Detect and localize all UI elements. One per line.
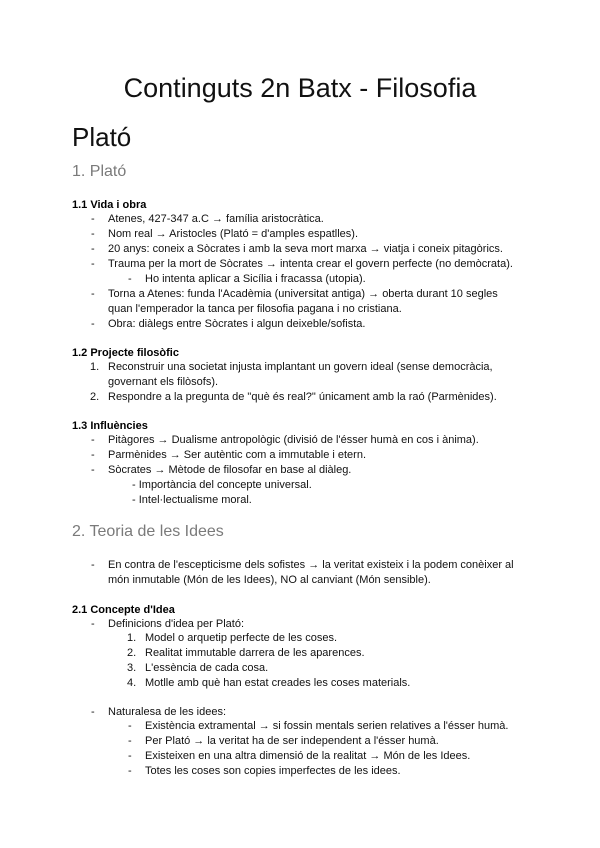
list-number: 1. xyxy=(127,632,137,644)
bullet-dash: - xyxy=(91,288,95,300)
list-item-continuation: món inmutable (Món de les Idees), NO al canviant (Món sensible). xyxy=(108,574,431,586)
bullet-dash: - xyxy=(91,434,95,446)
list-item: Trauma per la mort de Sòcrates → intenta crear el govern perfecte (no demòcrata). xyxy=(108,258,513,270)
section-heading-plato: 1. Plató xyxy=(72,163,127,180)
list-item-nested: Motlle amb què han estat creades les coses materials. xyxy=(145,677,411,689)
bullet-dash: - xyxy=(128,750,132,762)
subsection-heading-vida-obra: 1.1 Vida i obra xyxy=(72,199,147,211)
list-item: En contra de l'escepticisme dels sofistes → la veritat existeix i la podem conèixer al xyxy=(108,559,514,571)
list-item: Reconstruir una societat injusta implantant un govern ideal (sense democràcia, xyxy=(108,361,493,373)
list-item-continuation: quan l'emperador la tanca per filosofia pagana i no cristiana. xyxy=(108,303,402,315)
list-item: Parmènides → Ser autèntic com a immutable i etern. xyxy=(108,449,367,461)
list-item-nested: Per Plató → la veritat ha de ser independent a l'ésser humà. xyxy=(145,735,439,747)
list-item: Torna a Atenes: funda l'Acadèmia (universitat antiga) → oberta durant 10 segles xyxy=(108,288,498,300)
bullet-dash: - xyxy=(91,706,95,718)
list-item-nested: Realitat immutable darrera de les aparences. xyxy=(145,647,365,659)
bullet-dash: - xyxy=(91,318,95,330)
list-item-nested: - Intel·lectualisme moral. xyxy=(132,494,252,506)
list-number: 2. xyxy=(127,647,137,659)
list-item: Pitàgores → Dualisme antropològic (divisió de l'ésser humà en cos i ànima). xyxy=(108,434,479,446)
list-number: 3. xyxy=(127,662,137,674)
main-heading: Plató xyxy=(72,122,132,152)
bullet-dash: - xyxy=(91,618,95,630)
bullet-dash: - xyxy=(91,559,95,571)
list-item: Nom real → Aristocles (Plató = d'amples espatlles). xyxy=(108,228,359,240)
list-number: 4. xyxy=(127,677,137,689)
subsection-heading-projecte: 1.2 Projecte filosòfic xyxy=(72,347,179,359)
bullet-dash: - xyxy=(91,243,95,255)
section-heading-teoria-idees: 2. Teoria de les Idees xyxy=(72,523,224,540)
bullet-dash: - xyxy=(91,449,95,461)
list-item-nested: Model o arquetip perfecte de les coses. xyxy=(145,632,338,644)
bullet-dash: - xyxy=(91,213,95,225)
subsection-heading-concepte-idea: 2.1 Concepte d'Idea xyxy=(72,604,175,616)
bullet-dash: - xyxy=(91,228,95,240)
bullet-dash: - xyxy=(128,735,132,747)
bullet-dash: - xyxy=(91,258,95,270)
list-item: Naturalesa de les idees: xyxy=(108,706,227,718)
list-item: Respondre a la pregunta de "què és real?" únicament amb la raó (Parmènides). xyxy=(108,391,497,403)
list-item: 20 anys: coneix a Sòcrates i amb la seva mort marxa → viatja i coneix pitagòrics. xyxy=(108,243,503,255)
list-item-nested: Totes les coses son copies imperfectes de les idees. xyxy=(145,765,401,777)
list-item-nested: Existència extramental → si fossin mentals serien relatives a l'ésser humà. xyxy=(145,720,509,732)
subsection-heading-influencies: 1.3 Influències xyxy=(72,420,148,432)
bullet-dash: - xyxy=(91,464,95,476)
bullet-dash: - xyxy=(128,720,132,732)
list-item: Atenes, 427-347 a.C → família aristocràtica. xyxy=(108,213,324,225)
list-number: 2. xyxy=(90,391,100,403)
list-item: Obra: diàlegs entre Sòcrates i algun deixeble/sofista. xyxy=(108,318,366,330)
document-title: Continguts 2n Batx - Filosofia xyxy=(123,73,477,103)
list-item-nested: Existeixen en una altra dimensió de la realitat → Món de les Idees. xyxy=(145,750,471,762)
list-item-nested: Ho intenta aplicar a Sicília i fracassa (utopia). xyxy=(145,273,366,285)
list-item: Sòcrates → Mètode de filosofar en base al diàleg. xyxy=(108,464,352,476)
bullet-dash: - xyxy=(128,273,132,285)
bullet-dash: - xyxy=(128,765,132,777)
list-item-nested: - Importància del concepte universal. xyxy=(132,479,312,491)
list-number: 1. xyxy=(90,361,100,373)
list-item: Definicions d'idea per Plató: xyxy=(108,618,245,630)
list-item-continuation: governant els filòsofs). xyxy=(108,376,219,388)
list-item-nested: L'essència de cada cosa. xyxy=(145,662,269,674)
